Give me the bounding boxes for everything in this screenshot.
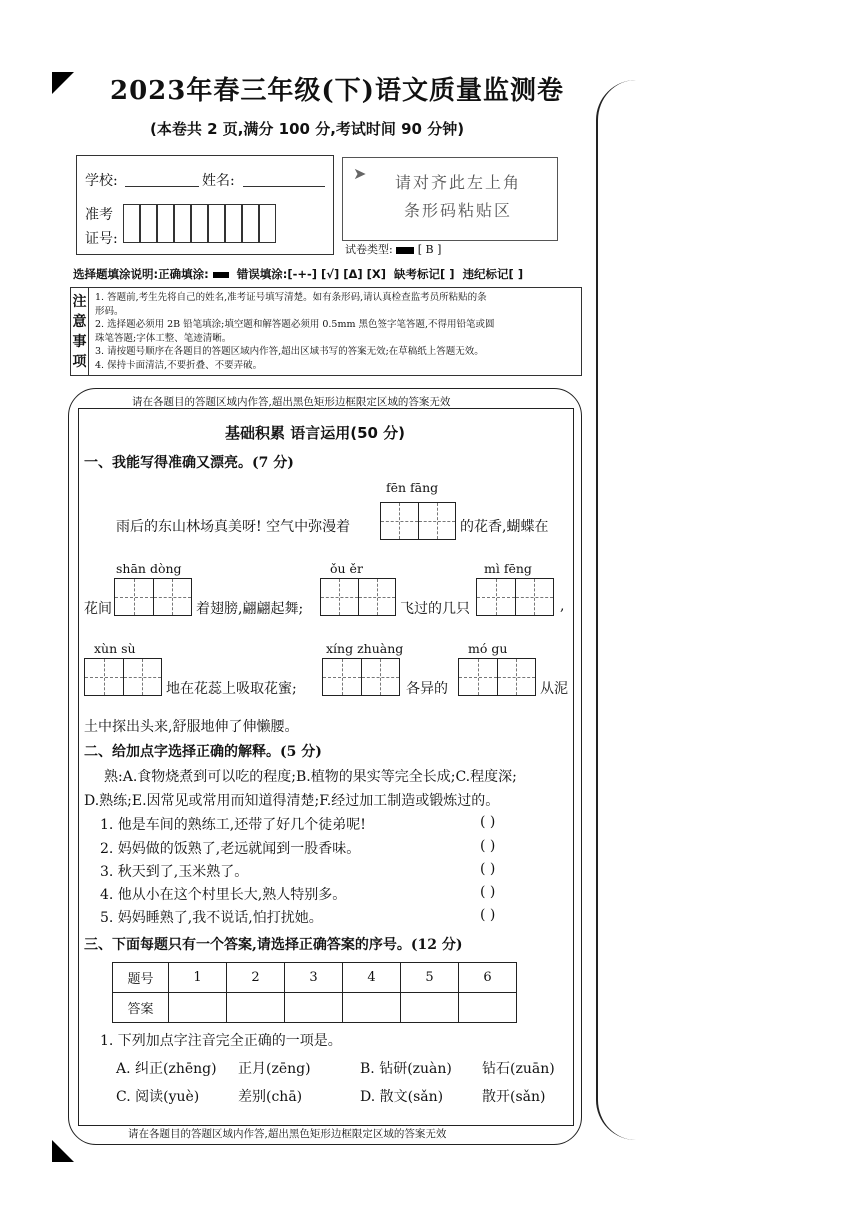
q1-text-10: 土中探出头来,舒服地伸了伸懒腰。 bbox=[84, 719, 299, 735]
q2-definitions-2: D.熟练;E.因常见或常用而知道得清楚;F.经过加工制造或锻炼过的。 bbox=[84, 793, 500, 809]
option-b-2: 钻石(zuān) bbox=[482, 1061, 555, 1077]
option-d: D. 散文(sǎn) bbox=[360, 1089, 444, 1105]
q3-question-1: 1. 下列加点字注音完全正确的一项是。 bbox=[100, 1033, 342, 1049]
option-d-2: 散开(sǎn) bbox=[482, 1089, 546, 1105]
tianzi-cell[interactable] bbox=[419, 503, 456, 539]
question-number: 5 bbox=[401, 963, 459, 993]
exam-id-cell[interactable] bbox=[191, 204, 208, 243]
frame-note-top: 请在各题目的答题区域内作答,超出黑色矩形边框限定区域的答案无效 bbox=[132, 396, 451, 408]
tianzi-grid-shandong[interactable] bbox=[114, 578, 192, 616]
tianzi-cell[interactable] bbox=[323, 659, 362, 695]
page-title: 2023年春三年级(下)语文质量监测卷 bbox=[110, 76, 564, 106]
pinyin-mogu: mó gu bbox=[468, 641, 508, 656]
answer-paren[interactable]: ( ) bbox=[480, 814, 496, 830]
notice-line: 2. 选择题必须用 2B 铅笔填涂;填空题和解答题必须用 0.5mm 黑色签字笔答题,不得用铅笔或圆 bbox=[95, 319, 495, 330]
answer-paren[interactable]: ( ) bbox=[480, 838, 496, 854]
answer-paren[interactable]: ( ) bbox=[480, 884, 496, 900]
exam-id-cell[interactable] bbox=[225, 204, 242, 243]
answer-paren[interactable]: ( ) bbox=[480, 907, 496, 923]
tianzi-cell[interactable] bbox=[359, 579, 396, 615]
pinyin-xingzhuang: xíng zhuàng bbox=[326, 641, 404, 656]
answer-cell[interactable] bbox=[459, 993, 517, 1023]
section-title: 基础积累 语言运用(50 分) bbox=[225, 424, 406, 442]
tianzi-grid-ouer[interactable] bbox=[320, 578, 396, 616]
tianzi-grid-fenfang[interactable] bbox=[380, 502, 456, 540]
frame-note-bottom: 请在各题目的答题区域内作答,超出黑色矩形边框限定区域的答案无效 bbox=[128, 1128, 447, 1140]
paper-type-value: [ B ] bbox=[417, 243, 442, 256]
tianzi-cell[interactable] bbox=[498, 659, 536, 695]
option-a-2: 正月(zēng) bbox=[238, 1061, 311, 1077]
pinyin-xunsu: xùn sù bbox=[94, 641, 136, 656]
notice-lines bbox=[95, 291, 495, 372]
notice-line: 4. 保持卡面清洁,不要折叠、不要弄破。 bbox=[95, 359, 263, 371]
exam-id-label-1: 准考 bbox=[85, 207, 113, 223]
paper-type bbox=[345, 241, 441, 257]
answer-paren[interactable]: ( ) bbox=[480, 861, 496, 877]
option-b: B. 钻研(zuàn) bbox=[360, 1061, 452, 1077]
exam-id-cell[interactable] bbox=[259, 204, 276, 243]
paper-type-fill bbox=[396, 247, 414, 254]
student-info-box bbox=[76, 155, 334, 255]
question-number: 1 bbox=[169, 963, 227, 993]
tianzi-cell[interactable] bbox=[381, 503, 419, 539]
q1-text-6: , bbox=[560, 598, 565, 614]
exam-id-cell[interactable] bbox=[123, 204, 140, 243]
notice-heading-char: 事 bbox=[72, 334, 87, 350]
tianzi-cell[interactable] bbox=[321, 579, 359, 615]
exam-id-cell[interactable] bbox=[208, 204, 225, 243]
q2-item: 1. 他是车间的熟练工,还带了好几个徒弟呢! bbox=[100, 817, 366, 833]
tianzi-cell[interactable] bbox=[516, 579, 554, 615]
tianzi-grid-xunsu[interactable] bbox=[84, 658, 162, 696]
exam-id-grid[interactable] bbox=[123, 204, 276, 243]
q2-item: 5. 妈妈睡熟了,我不说话,怕打扰她。 bbox=[100, 910, 323, 926]
q1-text-9: 从泥 bbox=[540, 681, 568, 697]
tianzi-cell[interactable] bbox=[154, 579, 192, 615]
table-row-label: 答案 bbox=[113, 993, 169, 1023]
tianzi-grid-mifeng[interactable] bbox=[476, 578, 554, 616]
exam-id-cell[interactable] bbox=[140, 204, 157, 243]
q1-text-1: 雨后的东山林场真美呀! 空气中弥漫着 bbox=[116, 519, 351, 535]
q1-text-5: 飞过的几只 bbox=[400, 601, 470, 617]
question-number: 3 bbox=[285, 963, 343, 993]
answer-cell[interactable] bbox=[285, 993, 343, 1023]
notice-box bbox=[70, 287, 582, 376]
option-c: C. 阅读(yuè) bbox=[116, 1089, 200, 1105]
notice-heading-char: 注 bbox=[72, 294, 87, 310]
tianzi-cell[interactable] bbox=[362, 659, 400, 695]
tianzi-grid-mogu[interactable] bbox=[458, 658, 536, 696]
q1-text-8: 各异的 bbox=[406, 681, 448, 697]
tianzi-cell[interactable] bbox=[115, 579, 154, 615]
q2-item: 3. 秋天到了,玉米熟了。 bbox=[100, 864, 249, 880]
answer-table bbox=[112, 962, 517, 1023]
fill-instructions bbox=[73, 266, 523, 282]
answer-cell[interactable] bbox=[401, 993, 459, 1023]
question-number: 6 bbox=[459, 963, 517, 993]
question-number: 2 bbox=[227, 963, 285, 993]
tianzi-cell[interactable] bbox=[477, 579, 516, 615]
tianzi-cell[interactable] bbox=[124, 659, 162, 695]
table-row bbox=[113, 963, 517, 993]
option-c-2: 差别(chā) bbox=[238, 1089, 303, 1105]
q1-text-7: 地在花蕊上吸取花蜜; bbox=[166, 681, 297, 697]
pinyin-shandong: shān dòng bbox=[116, 561, 182, 576]
notice-line: 珠笔答题;字体工整、笔迹清晰。 bbox=[95, 332, 232, 344]
q2-item: 4. 他从小在这个村里长大,熟人特别多。 bbox=[100, 887, 347, 903]
school-field[interactable] bbox=[125, 172, 199, 187]
arrow-icon: ➤ bbox=[353, 164, 367, 183]
table-row bbox=[113, 993, 517, 1023]
q2-heading: 二、给加点字选择正确的解释。(5 分) bbox=[84, 744, 322, 760]
corner-mark-top-left bbox=[52, 72, 74, 94]
pinyin-ouer: ǒu ěr bbox=[330, 561, 363, 576]
corner-mark-bottom-left bbox=[52, 1140, 74, 1162]
notice-line: 形码。 bbox=[95, 305, 124, 317]
notice-heading-char: 项 bbox=[72, 354, 87, 370]
absent-mark: 缺考标记[ ] bbox=[394, 267, 455, 281]
q2-definitions-1: 熟:A.食物烧煮到可以吃的程度;B.植物的果实等完全长成;C.程度深; bbox=[104, 769, 517, 785]
barcode-line-1: 请对齐此左上角 bbox=[394, 173, 521, 192]
answer-cell[interactable] bbox=[169, 993, 227, 1023]
question-number: 4 bbox=[343, 963, 401, 993]
fill-correct-label: 选择题填涂说明:正确填涂: bbox=[73, 267, 209, 281]
notice-heading bbox=[71, 288, 89, 375]
q2-item: 2. 妈妈做的饭熟了,老远就闻到一股香味。 bbox=[100, 841, 361, 857]
notice-line: 1. 答题前,考生先将自己的姓名,准考证号填写清楚。如有条形码,请认真检查监考员所粘贴的条 bbox=[95, 292, 487, 303]
name-label: 姓名: bbox=[202, 173, 235, 189]
barcode-line-2: 条形码粘贴区 bbox=[403, 201, 512, 220]
correct-fill-sample bbox=[213, 272, 229, 278]
answer-cell[interactable] bbox=[343, 993, 401, 1023]
q1-text-4: 着翅膀,翩翩起舞; bbox=[196, 601, 304, 617]
table-row-label: 题号 bbox=[113, 963, 169, 993]
tianzi-cell[interactable] bbox=[459, 659, 498, 695]
q1-text-2: 的花香,蝴蝶在 bbox=[460, 519, 549, 535]
q1-heading: 一、我能写得准确又漂亮。(7 分) bbox=[84, 455, 294, 471]
pinyin-mifeng: mì fēng bbox=[484, 561, 532, 576]
tianzi-cell[interactable] bbox=[85, 659, 124, 695]
notice-heading-char: 意 bbox=[72, 314, 87, 330]
answer-cell[interactable] bbox=[227, 993, 285, 1023]
q3-heading: 三、下面每题只有一个答案,请选择正确答案的序号。(12 分) bbox=[84, 937, 463, 953]
violation-mark: 违纪标记[ ] bbox=[462, 267, 524, 281]
page-fold-arc bbox=[596, 80, 638, 1140]
exam-id-cell[interactable] bbox=[242, 204, 259, 243]
fill-wrong-label: 错误填涂:[-+-] [√] [Δ] [X] bbox=[236, 267, 387, 281]
exam-id-label-2: 证号: bbox=[85, 231, 118, 247]
name-field[interactable] bbox=[243, 172, 325, 187]
q1-text-3: 花间 bbox=[84, 601, 112, 617]
school-label: 学校: bbox=[85, 173, 118, 189]
exam-id-cell[interactable] bbox=[174, 204, 191, 243]
notice-line: 3. 请按题号顺序在各题目的答题区域内作答,超出区域书写的答案无效;在草稿纸上答题无效。 bbox=[95, 346, 484, 357]
pinyin-fenfang: fēn fāng bbox=[386, 480, 439, 495]
tianzi-grid-xingzhuang[interactable] bbox=[322, 658, 400, 696]
exam-id-cell[interactable] bbox=[157, 204, 174, 243]
page-subtitle: (本卷共 2 页,满分 100 分,考试时间 90 分钟) bbox=[150, 120, 465, 138]
paper-type-label: 试卷类型: bbox=[345, 243, 393, 256]
barcode-area bbox=[342, 157, 558, 241]
option-a: A. 纠正(zhēng) bbox=[116, 1061, 217, 1077]
